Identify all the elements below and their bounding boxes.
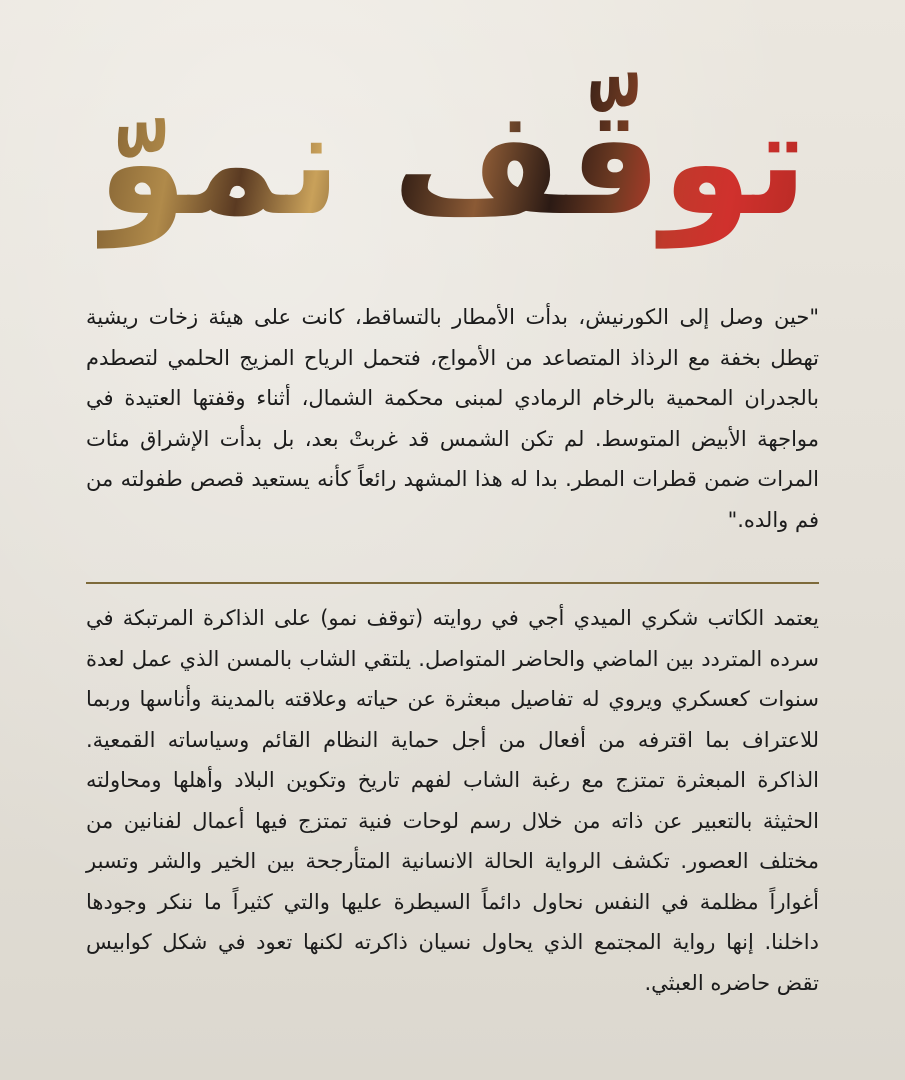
book-title: توقّف نموّ — [97, 58, 808, 268]
excerpt-quote: "حين وصل إلى الكورنيش، بدأت الأمطار بالتساقط، كانت على هيئة زخات ريشية تهطل بخفة مع الرذاذ المتصاعد من الأمواج، فتحمل الرياح المزيج الحلمي لتصطدم بالجدران المحمية بالرخام الرمادي لمبنى محكمة الشمال، أثناء وقفتها العتيدة في مواجهة الأبيض المتوسط. لم تكن الشمس قد غربتْ بعد، بل بدأت الإشراق مئات المرات ضمن قطرات المطر. بدا له هذا المشهد رائعاً كأنه يستعيد قصص طفولته من فم والده." — [86, 305, 819, 532]
section-divider — [86, 582, 819, 584]
book-synopsis: يعتمد الكاتب شكري الميدي أجي في روايته (توقف نمو) على الذاكرة المرتبكة في سرده المتردد بين الماضي والحاضر المتواصل. يلتقي الشاب بالمسن الذي عمل لعدة سنوات كعسكري ويروي له تفاصيل مبعثرة عن حياته وعلاقته بالمدينة وأناسها وربما للاعتراف بما اقترفه من أفعال من أجل حماية النظام القائم وسياساته القمعية. الذاكرة المبعثرة تمتزج مع رغبة الشاب لفهم تاريخ وتكوين البلاد وأهلها ومحاولته الحثيثة بالتعبير عن ذاته من خلال رسم لوحات فنية تمتزج فيها أعمال لفنانين من مختلف العصور. تكشف الرواية الحالة الانسانية المتأرجحة بين الخير والشر وتسبر أغواراً مظلمة في النفس نحاول دائماً السيطرة عليها والتي كثيراً ما ننكر وجودها داخلنا. إنها رواية المجتمع الذي يحاول نسيان ذاكرته لكنها تعود في شكل كوابيس تقض حاضره العبثي. — [86, 606, 819, 995]
title-area — [0, 58, 905, 288]
